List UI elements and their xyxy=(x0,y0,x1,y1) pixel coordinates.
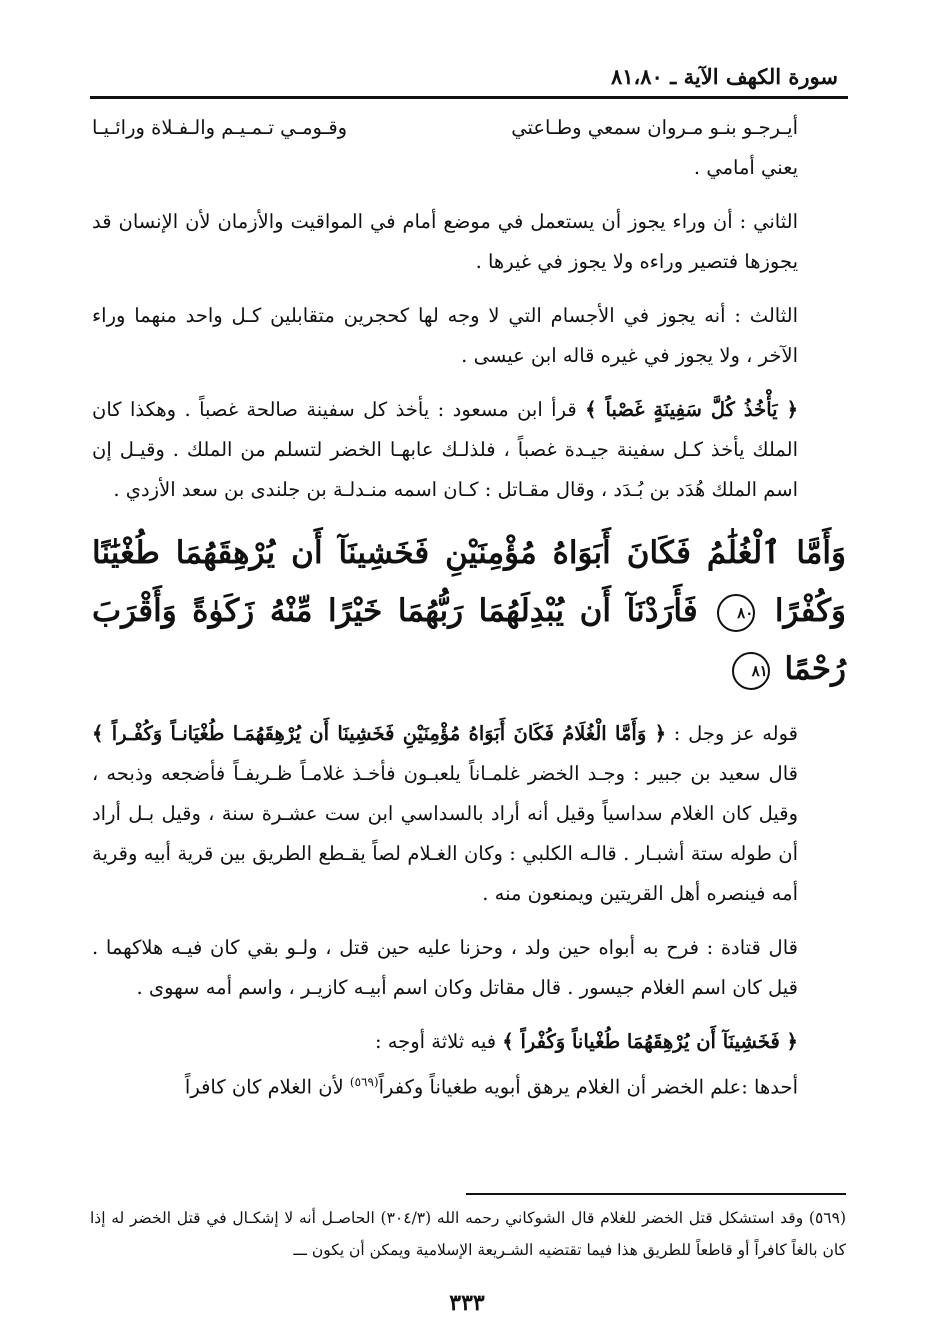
footnote-reference[interactable]: (٥٦٩) xyxy=(349,1075,379,1089)
quran-verses xyxy=(92,524,846,698)
paragraph-3: الثالث : أنه يجوز في الأجسام التي لا وجه لها كحجرين متقابلين كـل واحد منهما وراء الآخر ، ولا يجوز في غيره قاله ابن عيسى . xyxy=(92,304,798,367)
paragraph-text: فيه ثلاثة أوجه : xyxy=(374,1030,503,1053)
paragraph-2: الثاني : أن وراء يجوز أن يستعمل في موضع أمام في المواقيت والأزمان لأن الإنسان قد يجوزها فتصير وراءه ولا يجوز في غيرها . xyxy=(92,210,798,273)
paragraph-6: قال قتادة : فرح به أبواه حين ولد ، وحزنا عليه حين قتل ، ولـو بقي كان فيـه هلاكهما . قيل كان اسم الغلام جيسور . قال مقاتل وكان اسم أبيـه كازيـر ، واسم أمه سهوى . xyxy=(92,936,798,999)
paragraph-8 xyxy=(92,1062,846,1108)
quran-quote: ﴿ فَخَشِينَآ أَن يُرْهِقَهُمَا طُغْياناً وَكُفْراً ﴾ xyxy=(502,1030,798,1053)
paragraph-5 xyxy=(92,714,846,914)
poem-verse xyxy=(92,108,846,148)
quran-quote: ﴿ وَأَمَّا الْغُلَامُ فَكَانَ أَبَوَاهُ مُؤْمِنَيْنِ فَخَشِينَا أَن يُرْهِقَهُمَـا طُغْيَانـاً وَكُفْـراً ﴾ xyxy=(92,722,667,745)
paragraph-4 xyxy=(92,390,846,510)
paragraph-intro: قوله عز وجل : xyxy=(666,722,798,745)
header-rule xyxy=(90,96,848,99)
verse-81-text: فَأَرَدْنَآ أَن يُبْدِلَهُمَا رَبُّهُمَا خَيْرًا مِّنْهُ زَكَوٰةً وَأَقْرَبَ رُحْمًا xyxy=(92,593,846,687)
paragraph-text: قال سعيد بن جبير : وجـد الخضر غلمـاناً يلعبـون فأخـذ غلامـاً ظـريفـاً فأضجعه وذبحه ، وقيل كان الغلام سداسياً وقيل أنه أراد بالسداسي ابن ست عشـرة سنة ، وقيل بـل أراد أن طوله ستة أشبـار . قالـه الكلبي : وكان الغـلام لصاً يقـطع الطريق بين قرية أبيه وقرية أمه فينصره أهل القريتين ويمنعون منه . xyxy=(92,762,798,905)
ayah-marker-81: ٨١ xyxy=(732,652,770,690)
poem-hemistich-right: أيـرجـو بنـو مـروان سمعي وطـاعتي xyxy=(511,116,798,139)
footnote-569: (٥٦٩) وقد استشكل قتل الخضر للغلام قال الشوكاني رحمه الله (٣٠٤/٣) الحاصـل أنه لا إشكـال في قتل الخضر له إذا كان بالغاً كافراً أو قاطعاً للطريق هذا فيما تقتضيه الشـريعة الإسلامية ويمكن أن يكون ـــ xyxy=(90,1209,846,1259)
footnote-rule xyxy=(466,1193,846,1195)
running-head: سورة الكهف الآية ـ ٨١،٨٠ xyxy=(610,64,838,89)
paragraph-text: أحدها :علم الخضر أن الغلام يرهق أبويه طغياناً وكفراً xyxy=(378,1075,798,1099)
quran-quote: ﴿ يَأْخُذُ كُلَّ سَفِينَةٍ غَصْباً ﴾ xyxy=(585,398,798,421)
page-body xyxy=(92,108,846,1108)
page-number: ٣٣٣ xyxy=(449,1290,485,1316)
verse-80-text: وَأَمَّا ٱلْغُلَٰمُ فَكَانَ أَبَوَاهُ مُؤْمِنَيْنِ فَخَشِينَآ أَن يُرْهِقَهُمَا طُغْيَٰنًا وَكُفْرًا xyxy=(92,535,847,629)
paragraph-1: يعني أمامي . xyxy=(693,156,798,179)
ayah-marker-80: ٨٠ xyxy=(717,594,755,632)
poem-hemistich-left: وقـومـي تـمـيـم والـفـلاة ورائـيـا xyxy=(92,116,348,139)
paragraph-7 xyxy=(92,1022,846,1062)
paragraph-text: لأن الغلام كان كافراً xyxy=(184,1075,350,1099)
paragraph-text: قرأ ابن مسعود : يأخذ كل سفينة صالحة غصباً . وهكذا كان الملك يأخذ كـل سفينة جيـدة غصباً ، فلذلـك عابهـا الخضر لتسلم من الملك . وقيـل إن اسم الملك هُدَد بن بُـدَد ، وقال مقـاتل : كـان اسمه منـدلـة بن جلندى بن سعد الأزدي . xyxy=(92,398,798,501)
